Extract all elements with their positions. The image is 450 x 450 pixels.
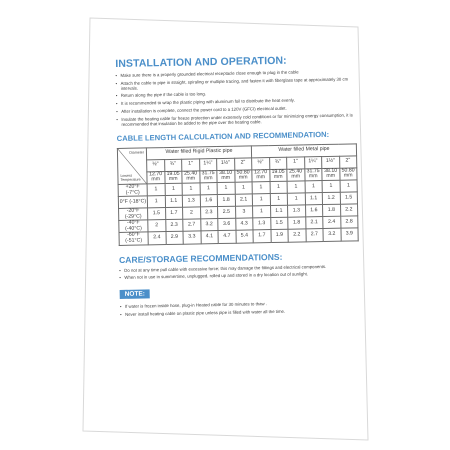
installation-item: • Make sure there is a properly grounded electrical receptacle close enough to plug in the cable — [115, 68, 360, 78]
installation-list — [115, 68, 361, 126]
size-mm-cell: 50.80 mm — [339, 168, 357, 181]
multiplier-cell: 3.2 — [200, 219, 218, 232]
size-mm-cell: 19.05 mm — [269, 169, 287, 182]
size-mm-cell: 12.70 mm — [147, 171, 165, 184]
size-inch-cell: ¾" — [269, 157, 287, 169]
multiplier-cell: 1 — [270, 181, 288, 194]
size-inch-cell: 2" — [234, 158, 252, 170]
size-mm-cell: 31.75 mm — [304, 168, 322, 181]
multiplier-cell: 2.7 — [183, 219, 201, 232]
installation-heading: INSTALLATION AND OPERATION: — [115, 54, 287, 70]
care-heading: CARE/STORAGE RECOMMENDATIONS: — [118, 251, 283, 265]
multiplier-cell: 1.3 — [182, 195, 200, 207]
size-mm-cell: 12.70 mm — [252, 169, 270, 182]
multiplier-cell: 1 — [252, 194, 270, 206]
instruction-sheet-content — [115, 45, 365, 319]
multiplier-cell: 3.9 — [340, 228, 358, 241]
size-inch-cell: 2" — [339, 156, 357, 168]
multiplier-cell: 2.3 — [200, 207, 218, 220]
multiplier-cell: 3.3 — [183, 231, 201, 244]
multiplier-cell: 1.3 — [253, 218, 271, 231]
multiplier-cell: 1 — [287, 193, 305, 205]
size-inch-cell: 1" — [287, 157, 305, 169]
care-item: • Do not at any time pull cable with excessive force; this may damage the fittings and electrical components. — [119, 263, 364, 273]
metal-pipe-header: Water filled Metal pipe — [251, 144, 356, 158]
multiplier-cell: 2.3 — [165, 220, 183, 233]
multiplier-cell: 1.1 — [305, 193, 323, 205]
multiplier-cell: 2.9 — [166, 232, 184, 245]
multiplier-cell: 1.6 — [305, 205, 323, 218]
cable-length-table — [117, 143, 359, 246]
multiplier-cell: 1 — [235, 182, 253, 195]
multiplier-cell: 1 — [147, 183, 165, 196]
multiplier-cell: 1 — [340, 180, 358, 193]
corner-temperature-label: Lowest Temperature — [120, 173, 141, 182]
multiplier-cell: 2.2 — [288, 229, 306, 242]
multiplier-cell: 3.2 — [323, 229, 341, 242]
size-mm-cell: 38.10 mm — [217, 170, 235, 183]
installation-item: • Attach the cable to pipe in straight, spiraling or multiple tracing, and fasten it with fiberglass tape at approximately 30 cm intervals. — [116, 76, 361, 91]
multiplier-cell: 2.1 — [235, 194, 253, 206]
size-inch-cell: ½" — [147, 159, 165, 171]
size-inch-cell: 1½" — [322, 156, 340, 168]
multiplier-cell: 1.5 — [270, 217, 288, 230]
size-inch-cell: ¾" — [164, 159, 182, 171]
note-item: • Never install heating cable on plastic pipe unless pipe is filled with water all the time. — [120, 307, 365, 317]
temperature-cell: +20°F (-7°C) — [118, 184, 147, 197]
multiplier-cell: 3.6 — [218, 219, 236, 232]
multiplier-cell: 1.3 — [288, 205, 306, 218]
multiplier-cell: 1.7 — [165, 207, 183, 220]
multiplier-cell: 2.8 — [340, 216, 358, 229]
multiplier-cell: 1.8 — [217, 194, 235, 206]
size-mm-cell: 25.40 mm — [182, 171, 200, 184]
multiplier-cell: 1.5 — [148, 208, 166, 221]
multiplier-cell: 1.8 — [288, 217, 306, 230]
note-list — [120, 299, 365, 316]
temperature-cell: 0°F (-18°C) — [118, 196, 147, 209]
size-mm-cell: 38.10 mm — [322, 168, 340, 181]
note-label: NOTE: — [120, 289, 150, 299]
multiplier-cell: 1 — [147, 196, 165, 208]
size-mm-cell: 50.80 mm — [234, 170, 252, 183]
multiplier-cell: 2 — [148, 220, 166, 233]
multiplier-cell: 2.4 — [148, 232, 166, 245]
multiplier-cell: 2.2 — [340, 204, 358, 217]
multiplier-cell: 1 — [200, 182, 218, 195]
installation-item: • It is recommended to wrap the plastic piping with aluminum foil to distribute the heat evenly. — [116, 96, 361, 106]
installation-item: • Insulate the heating cable for freeze protection under extremely cold conditions or for minimizing energy consumption, it is recommended that insulation be added to the pipe over the heating cable. — [116, 112, 361, 127]
plastic-pipe-header: Water filled Rigid Plastic pipe — [146, 146, 251, 160]
installation-item: • After installation is complete, connect the power cord to a 120V (GFCI) electrical outlet. — [116, 104, 361, 114]
size-inch-cell: 1¼" — [199, 158, 217, 170]
corner-diameter-label: Diameter — [129, 150, 145, 155]
multiplier-cell: 2 — [183, 207, 201, 220]
temperature-cell: -20°F (-29°C) — [119, 208, 148, 221]
multiplier-cell: 1 — [270, 193, 288, 205]
multiplier-cell: 2.4 — [323, 216, 341, 229]
size-mm-cell: 25.40 mm — [287, 169, 305, 182]
size-inch-cell: 1¼" — [304, 156, 322, 168]
multiplier-cell: 1 — [165, 183, 183, 196]
multiplier-cell: 1.8 — [323, 204, 341, 217]
size-inch-cell: ½" — [252, 157, 270, 169]
care-item: • When not in use in summertime, unplugged, rolled up and stored in a dry location out of sunlight. — [119, 271, 364, 281]
multiplier-cell: 1.1 — [270, 205, 288, 218]
multiplier-cell: 1.5 — [340, 192, 358, 204]
size-inch-cell: 1" — [182, 159, 200, 171]
multiplier-cell: 4.1 — [200, 231, 218, 244]
multiplier-cell: 1 — [322, 180, 340, 193]
temperature-cell: -60°F (-51°C) — [119, 232, 148, 245]
multiplier-cell: 2.5 — [218, 206, 236, 219]
note-item: • If water is frozen inside hose, plug-in Heated cable for 30 minutes to thaw . — [120, 299, 365, 309]
table-corner-cell — [117, 148, 147, 185]
multiplier-cell: 1 — [253, 206, 271, 219]
size-inch-cell: 1½" — [217, 158, 235, 170]
multiplier-cell: 3 — [235, 206, 253, 219]
cable-length-heading: CABLE LENGTH CALCULATION AND RECOMMENDATION: — [116, 129, 330, 143]
care-list — [119, 263, 364, 280]
multiplier-cell: 1 — [252, 181, 270, 194]
multiplier-cell: 1.6 — [200, 195, 218, 207]
multiplier-cell: 2.7 — [305, 229, 323, 242]
multiplier-cell: 4.7 — [218, 231, 236, 244]
multiplier-cell: 1.9 — [270, 230, 288, 243]
multiplier-cell: 1 — [217, 182, 235, 195]
multiplier-cell: 1 — [182, 183, 200, 196]
multiplier-cell: 2.1 — [305, 217, 323, 230]
multiplier-cell: 1.2 — [322, 192, 340, 204]
multiplier-cell: 1 — [287, 181, 305, 194]
multiplier-cell: 4.3 — [235, 218, 253, 231]
multiplier-cell: 1 — [305, 180, 323, 193]
multiplier-cell: 1.1 — [165, 195, 183, 207]
installation-item: • Return along the pipe if the cable is too long. — [116, 89, 361, 99]
multiplier-cell: 1.7 — [253, 230, 271, 243]
temperature-cell: -40°F (-40°C) — [119, 220, 148, 233]
multiplier-cell: 5.4 — [235, 230, 253, 243]
size-mm-cell: 19.05 mm — [164, 171, 182, 184]
size-mm-cell: 31.75 mm — [199, 170, 217, 183]
